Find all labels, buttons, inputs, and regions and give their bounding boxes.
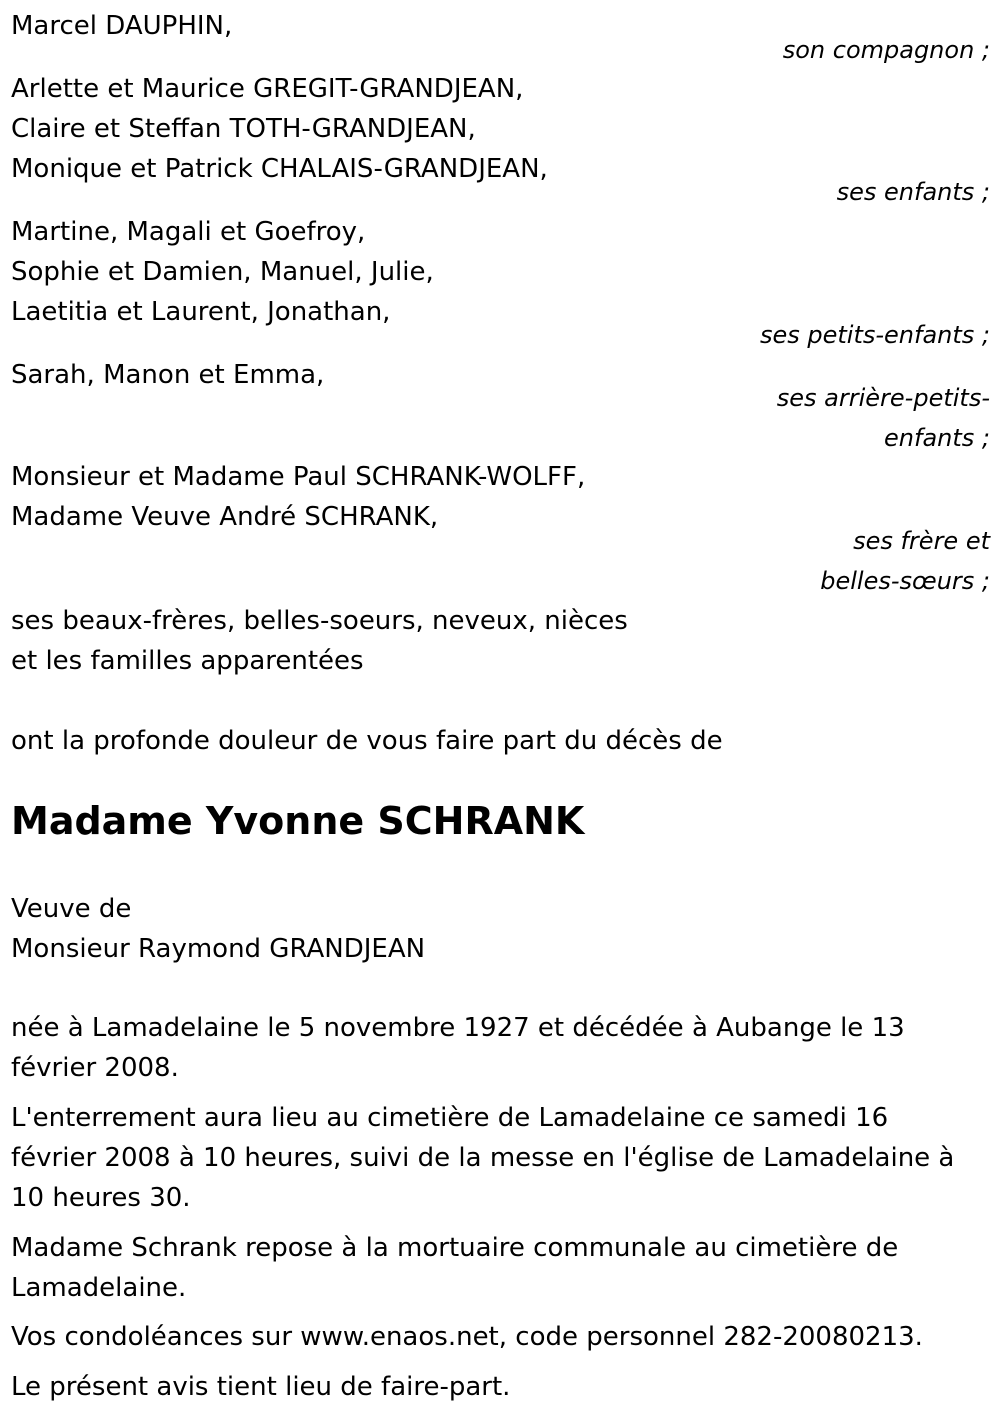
- grandchildren-names: [11, 212, 771, 332]
- family-name-line: Sophie et Damien, Manuel, Julie,: [11, 257, 434, 287]
- funeral-paragraph: L'enterrement aura lieu au cimetière de Lamadelaine ce samedi 16 février 2008 à 10 heures, suivi de la messe en l'église de Lamadelaine à 10 heures 30.: [11, 1103, 955, 1213]
- condolences-paragraph: Vos condoléances sur www.enaos.net, code personnel 282-20080213.: [11, 1322, 923, 1352]
- family-name-line: Martine, Magali et Goefroy,: [11, 217, 366, 247]
- widow-of-line: Monsieur Raymond GRANDJEAN: [11, 934, 426, 964]
- role-great-grandchildren-line1: ses arrière-petits-: [776, 384, 990, 412]
- family-name-line: Arlette et Maurice GREGIT-GRANDJEAN,: [11, 74, 524, 104]
- role-siblings-line1: ses frère et: [853, 527, 990, 555]
- family-name-line: Monique et Patrick CHALAIS-GRANDJEAN,: [11, 154, 548, 184]
- role-children: ses enfants ;: [836, 178, 990, 206]
- other-relatives: [11, 601, 771, 681]
- birth-death-paragraph: née à Lamadelaine le 5 novembre 1927 et décédée à Aubange le 13 février 2008.: [11, 1013, 905, 1083]
- family-name-line: Marcel DAUPHIN,: [11, 11, 233, 41]
- role-companion: son compagnon ;: [782, 36, 990, 64]
- companion-names: [11, 6, 771, 46]
- announcement-text: ont la profonde douleur de vous faire part du décès de: [11, 726, 723, 756]
- family-name-line: Madame Veuve André SCHRANK,: [11, 502, 439, 532]
- family-name-line: Claire et Steffan TOTH-GRANDJEAN,: [11, 114, 476, 144]
- repose-paragraph: Madame Schrank repose à la mortuaire communale au cimetière de Lamadelaine.: [11, 1233, 899, 1303]
- children-names: [11, 69, 771, 189]
- widow-of: [11, 889, 771, 969]
- widow-of-line: Veuve de: [11, 894, 132, 924]
- role-great-grandchildren-line2: enfants ;: [884, 424, 990, 452]
- notice-paragraph: Le présent avis tient lieu de faire-part.: [11, 1372, 511, 1402]
- family-name-line: Monsieur et Madame Paul SCHRANK-WOLFF,: [11, 462, 586, 492]
- announcement: [11, 721, 981, 761]
- deceased-name: Madame Yvonne SCHRANK: [11, 799, 585, 843]
- family-name-line: et les familles apparentées: [11, 646, 364, 676]
- great-grandchildren-names: [11, 355, 771, 395]
- family-name-line: ses beaux-frères, belles-soeurs, neveux, nièces: [11, 606, 628, 636]
- role-siblings-line2: belles-sœurs ;: [820, 567, 990, 595]
- siblings-names: [11, 457, 771, 537]
- family-name-line: Sarah, Manon et Emma,: [11, 360, 325, 390]
- family-name-line: Laetitia et Laurent, Jonathan,: [11, 297, 391, 327]
- role-grandchildren: ses petits-enfants ;: [759, 321, 990, 349]
